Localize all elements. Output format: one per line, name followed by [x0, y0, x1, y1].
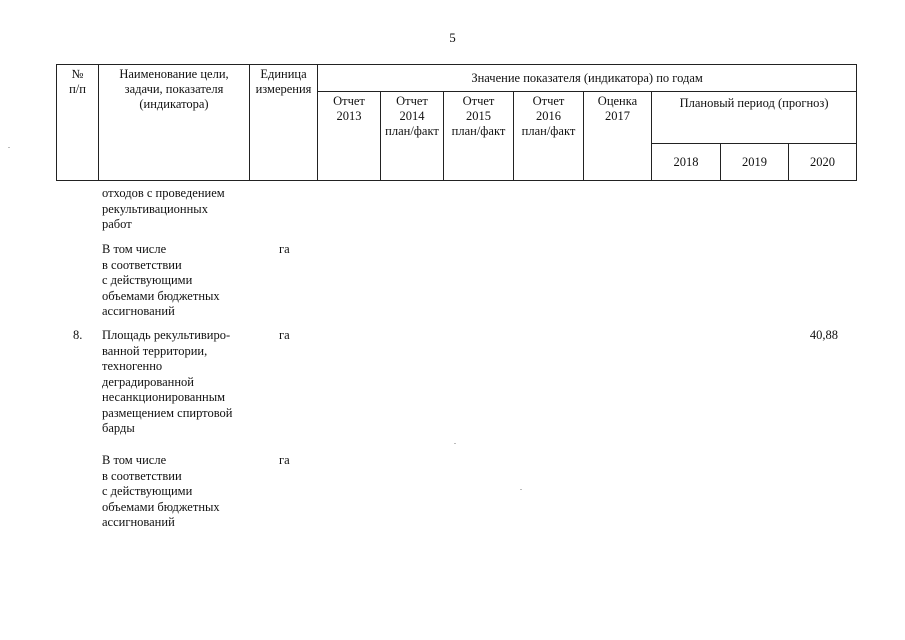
scan-speck	[454, 443, 456, 444]
row-8-number: 8.	[73, 328, 83, 342]
header-values-by-year: Значение показателя (индикатора) по годам	[318, 65, 857, 92]
header-year-2017: Оценка 2017	[584, 92, 652, 181]
header-number: № п/п	[57, 65, 99, 181]
header-year-2016: Отчет 2016 план/факт	[514, 92, 584, 181]
header-year-2019: 2019	[721, 144, 789, 181]
page-number: 5	[449, 30, 456, 45]
row-8-value-2020: 40,88	[809, 328, 838, 342]
header-year-2018: 2018	[652, 144, 721, 181]
row-8-unit: га	[279, 328, 290, 342]
indicator-table-header	[56, 64, 857, 181]
row-subitem-unit: га	[279, 242, 290, 256]
header-year-2020: 2020	[789, 144, 857, 181]
header-planned-period: Плановый период (прогноз)	[652, 92, 857, 144]
row-8-name: Площадь рекультивиро- ванной территории, техногенно деградированной несанкционированным размещением спиртовой барды	[102, 328, 233, 435]
header-year-2013: Отчет 2013	[318, 92, 381, 181]
header-name: Наименование цели, задачи, показателя (индикатора)	[99, 65, 250, 181]
row-subitem-name: В том числе в соответствии с действующими объемами бюджетных ассигнований	[102, 242, 220, 318]
row-8-subitem-unit: га	[279, 453, 290, 467]
header-year-2015: Отчет 2015 план/факт	[444, 92, 514, 181]
header-unit: Единица измерения	[250, 65, 318, 181]
row-continuation-name: отходов с проведением рекультивационных работ	[102, 186, 225, 231]
scan-speck	[8, 147, 10, 148]
header-year-2014: Отчет 2014 план/факт	[381, 92, 444, 181]
row-8-subitem-name: В том числе в соответствии с действующими объемами бюджетных ассигнований	[102, 453, 220, 529]
scan-speck	[520, 489, 522, 490]
